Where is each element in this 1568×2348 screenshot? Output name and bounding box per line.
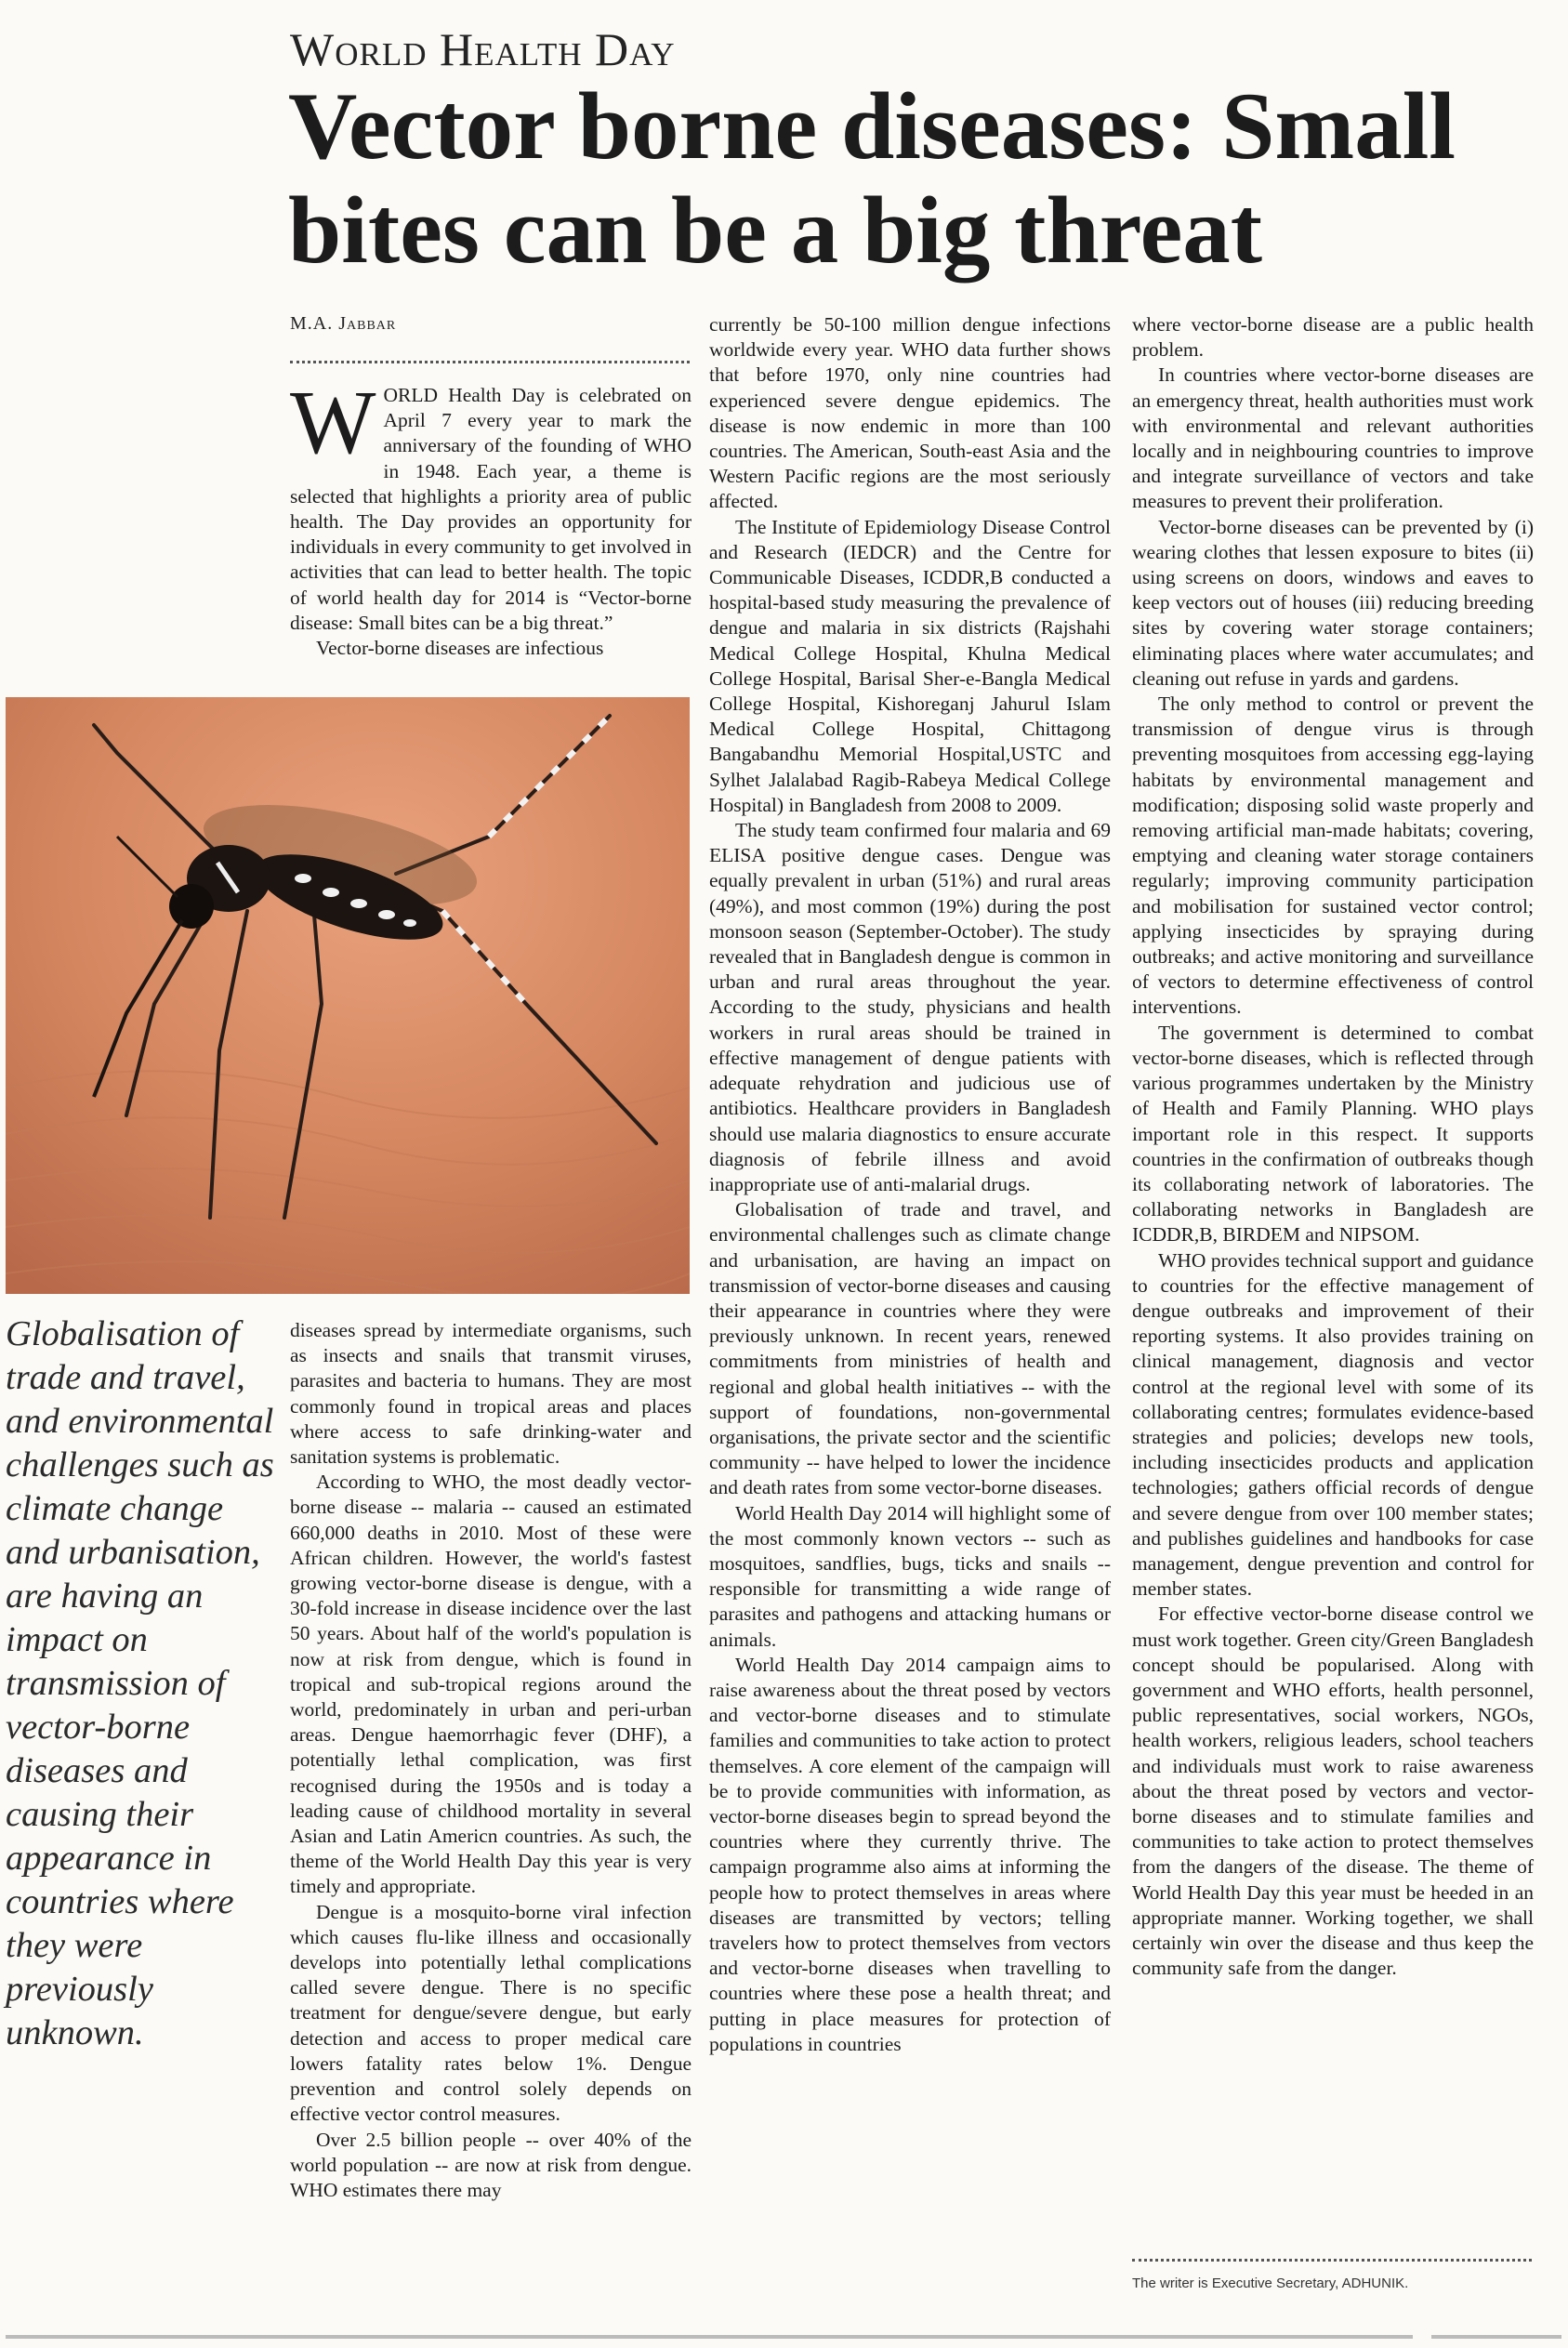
pull-quote: Globalisation of trade and travel, and environmental challenges such as climate change and urbanisation, are having an impact on transmission of vector-borne diseases and causing their appearance in countries where they were previously unknown. xyxy=(6,1314,274,2052)
paragraph: diseases spread by intermediate organisms, such as insects and snails that transmit viruses, parasites and bacteria to humans. They are most commonly found in tropical areas and places where access to safe drinking-water and sanitation systems is problematic. xyxy=(290,1319,692,1469)
article-column-3 xyxy=(1132,312,1534,1981)
section-kicker: World Health Day xyxy=(290,23,676,75)
bottom-rule-right xyxy=(1431,2335,1561,2339)
mosquito-icon xyxy=(6,697,690,1294)
article-column-2 xyxy=(709,312,1111,2057)
bottom-rule xyxy=(6,2335,1413,2339)
writer-note: The writer is Executive Secretary, ADHUNIK. xyxy=(1132,2275,1409,2291)
paragraph: Vector-borne diseases are infectious xyxy=(316,637,604,660)
article-column-1-top xyxy=(290,373,692,661)
paragraph: The study team confirmed four malaria and 69 ELISA positive dengue cases. Dengue was equally prevalent in urban (51%) and rural areas (49%), and most common (19%) during the post monsoon season (September-October). The study revealed that in Bangladesh dengue is common in urban and rural areas throughout the year. According to the study, physicians and health workers in rural areas should be trained in effective management of dengue patients with adequate rehydration and judicious use of antibiotics. Healthcare providers in Bangladesh should use malaria diagnostics to ensure accurate diagnosis of febrile illness and avoid inappropriate use of anti-malarial drugs. xyxy=(709,819,1111,1195)
paragraph: The government is determined to combat vector-borne diseases, which is reflected through various programmes undertaken by the Ministry of Health and Family Planning. WHO plays important role in this respect. It supports countries in the confirmation of outbreaks though its collaborating network of laboratories. The collaborating networks in Bangladesh are ICDDR,B, BIRDEM and NIPSOM. xyxy=(1132,1021,1534,1247)
article-column-1-bottom xyxy=(290,1318,692,2203)
paragraph: Dengue is a mosquito-borne viral infection which causes flu-like illness and occasionally develops into potentially lethal complications called severe dengue. There is no specific treatment for dengue/severe dengue, but early detection and access to proper medical care lowers fatality rates below 1%. Dengue prevention and control solely depends on effective vector control measures. xyxy=(290,1900,692,2126)
byline-divider xyxy=(290,361,690,363)
end-divider xyxy=(1132,2259,1532,2262)
paragraph: According to WHO, the most deadly vector-borne disease -- malaria -- caused an estimated 660,000 deaths in 2010. Most of these were African children. However, the world's fastest growing vector-borne disease is dengue, with a 30-fold increase in disease incidence over the last 50 years. About half of the world's population is now at risk from dengue, which is found in tropical and sub-tropical regions around the world, predominately in urban and peri-urban areas. Dengue haemorrhagic fever (DHF), a potentially lethal complication, was first recognised during the 1950s and is today a leading cause of childhood mortality in several Asian and Latin Americn countries. As such, the theme of the World Health Day this year is very timely and appropriate. xyxy=(290,1471,692,1898)
paragraph: currently be 50-100 million dengue infections worldwide every year. WHO data further shows that before 1970, only nine countries had experienced severe dengue epidemics. The disease is now endemic in more than 100 countries. The American, South-east Asia and the Western Pacific regions are the most seriously affected. xyxy=(709,313,1111,513)
paragraph: Over 2.5 billion people -- over 40% of the world population -- are now at risk from dengue. WHO estimates there may xyxy=(290,2128,692,2201)
paragraph: Globalisation of trade and travel, and environmental challenges such as climate change and urbanisation, are having an impact on transmission of vector-borne diseases and causing their appearance in countries where they were previously unknown. In recent years, renewed commitments from ministries of health and regional and global health initiatives -- with the support of foundations, non-governmental organisations, the private sector and the scientific community -- have helped to lower the incidence and death rates from some vector-borne diseases. xyxy=(709,1198,1111,1499)
headline: Vector borne diseases: Small bites can be a big threat xyxy=(288,73,1456,284)
paragraph: For effective vector-borne disease control we must work together. Green city/Green Bangladesh concept should be popularised. Along with government and WHO efforts, health personnel, public representatives, social workers, NGOs, health workers, religious leaders, school teachers and individuals must work to raise awareness about the threat posed by vectors and vector-borne diseases and to stimulate families and communities to take action to protect themselves from the dangers of the disease. The theme of World Health Day this year must be heeded in an appropriate manner. Working together, we shall certainly win over the disease and thus keep the community safe from the danger. xyxy=(1132,1603,1534,1980)
paragraph: The Institute of Epidemiology Disease Control and Research (IEDCR) and the Centre for Communicable Diseases, ICDDR,B conducted a hospital-based study measuring the prevalence of dengue and malaria in six districts (Rajshahi Medical College Hospital, Khulna Medical College Hospital, Barisal Sher-e-Bangla Medical College Hospital, Kishoreganj Jahurul Islam Medical College Hospital, Chittagong Bangabandhu Memorial Hospital,USTC and Sylhet Jalalabad Ragib-Rabeya Medical College Hospital) in Bangladesh from 2008 to 2009. xyxy=(709,515,1111,816)
intro-text: ORLD Health Day is celebrated on April 7 every year to mark the anniversary of the founding of WHO in 1948. Each year, a theme is selected that highlights a priority area of public health. The Day provides an opportunity for individuals in every community to get involved in activities that can lead to better health. The topic of world health day for 2014 is “Vector-borne disease: Small bites can be a big threat.” xyxy=(290,384,692,634)
paragraph: where vector-borne disease are a public health problem. xyxy=(1132,313,1534,362)
byline: M.A. Jabbar xyxy=(290,313,397,334)
paragraph: World Health Day 2014 will highlight some of the most commonly known vectors -- such as mosquitoes, sandflies, bugs, ticks and snails -- responsible for transmitting a wide range of parasites and pathogens and attacking humans or animals. xyxy=(709,1501,1111,1651)
paragraph: World Health Day 2014 campaign aims to raise awareness about the threat posed by vectors and vector-borne diseases and to stimulate families and communities to take action to protect themselves. A core element of the campaign will be to provide communities with information, as vector-borne diseases begin to spread beyond the countries where they currently thrive. The campaign programme also aims at informing the people how to protect themselves in areas where diseases are transmitted by vectors; telling travelers how to protect themselves from vectors and vector-borne diseases when travelling to countries where these pose a health threat; and putting in place measures for protection of populations in countries xyxy=(709,1653,1111,2055)
mosquito-photo xyxy=(6,697,690,1294)
paragraph: In countries where vector-borne diseases are an emergency threat, health authorities must work with environmental and relevant authorities locally and in neighbouring countries to improve and integrate surveillance of vectors and take measures to prevent their proliferation. xyxy=(1132,363,1534,513)
paragraph: The only method to control or prevent the transmission of dengue virus is through preventing mosquitoes from accessing egg-laying habitats by environmental management and modification; disposing solid waste properly and removing artificial man-made habitats; covering, emptying and cleaning water storage containers regularly; improving community participation and mobilisation for sustained vector control; applying insecticides by spraying during outbreaks; and active monitoring and surveillance of vectors to determine effectiveness of control interventions. xyxy=(1132,693,1534,1019)
drop-cap: W xyxy=(290,373,376,473)
paragraph-intro xyxy=(290,373,692,636)
paragraph: Vector-borne diseases can be prevented by (i) wearing clothes that lessen exposure to bites (ii) using screens on doors, windows and eaves to keep vectors out of houses (iii) reducing breeding sites by covering water storage containers; eliminating places where water accumulates; and cleaning out refuse in yards and gardens. xyxy=(1132,515,1534,690)
paragraph: WHO provides technical support and guidance to countries for the effective management of dengue outbreaks and improvement of their reporting systems. It also provides training on clinical management, diagnosis and vector control at the regional level with some of its collaborating centres; formulates evidence-based strategies and policies; develops new tools, including insecticides products and application technologies; gathers official records of dengue and severe dengue from over 100 member states; and publishes guidelines and handbooks for case management, dengue prevention and control for member states. xyxy=(1132,1248,1534,1601)
